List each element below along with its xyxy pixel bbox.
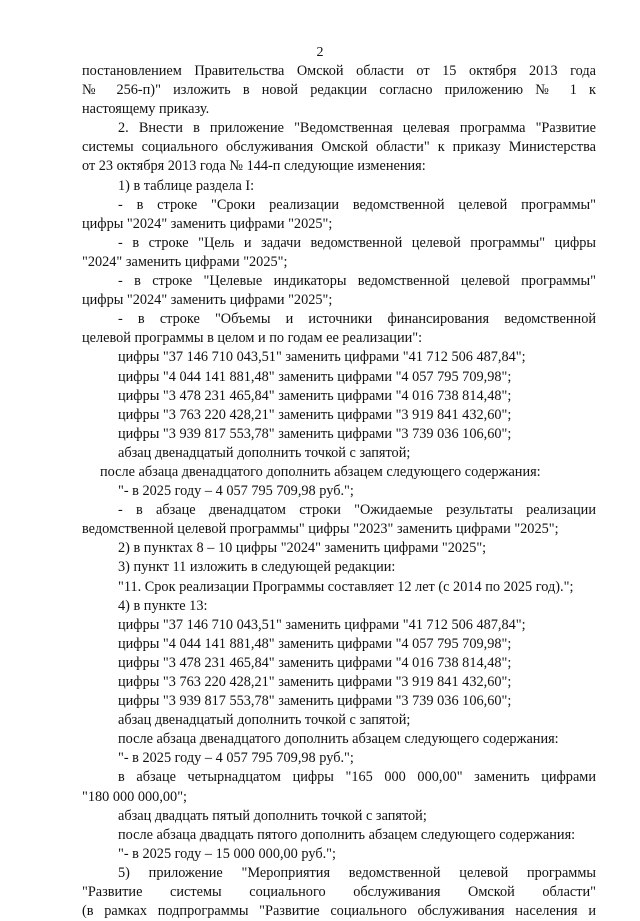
text-line: ведомственной целевой программы" цифры "2023" заменить цифрами "2025"; <box>82 521 559 538</box>
text-line: после абзаца двенадцатого дополнить абзацем следующего содержания: <box>118 731 559 748</box>
text-line: после абзаца двадцать пятого дополнить абзацем следующего содержания: <box>118 826 576 843</box>
text-line: 5) приложение "Мероприятия ведомственной целевой программы <box>118 864 596 881</box>
text-line: 2. Внести в приложение "Ведомственная целевая программа "Развитие <box>118 120 596 137</box>
text-line: цифры "3 763 220 428,21" заменить цифрами "3 919 841 432,60"; <box>118 406 512 423</box>
text-line: - в строке "Целевые индикаторы ведомственной целевой программы" <box>118 273 596 290</box>
text-line: (в рамках подпрограммы "Развитие социального обслуживания населения и <box>82 903 596 920</box>
text-line: 3) пункт 11 изложить в следующей редакции: <box>118 559 396 576</box>
text-line: - в строке "Сроки реализации ведомственной целевой программы" <box>118 196 596 213</box>
text-line: "Развитие системы социального обслуживания Омской области" <box>82 884 596 901</box>
text-line: целевой программы в целом и по годам ее реализации": <box>82 330 423 347</box>
text-line: "- в 2025 году – 4 057 795 709,98 руб."; <box>118 750 354 767</box>
text-line: цифры "3 478 231 465,84" заменить цифрами "4 016 738 814,48"; <box>118 654 512 671</box>
text-line: цифры "4 044 141 881,48" заменить цифрами "4 057 795 709,98"; <box>118 635 512 652</box>
text-line: - в строке "Цель и задачи ведомственной целевой программы" цифры <box>118 234 596 251</box>
text-line: абзац двадцать пятый дополнить точкой с запятой; <box>118 807 427 824</box>
text-line: системы социального обслуживания Омской области" к приказу Министерства <box>82 139 596 156</box>
text-line: "180 000 000,00"; <box>82 788 187 805</box>
text-line: № 256-п)" изложить в новой редакции согласно приложению № 1 к <box>82 82 596 99</box>
text-line: цифры "3 939 817 553,78" заменить цифрами "3 739 036 106,60"; <box>118 425 512 442</box>
text-line: цифры "37 146 710 043,51" заменить цифрами "41 712 506 487,84"; <box>118 616 526 633</box>
text-line: настоящему приказу. <box>82 101 210 118</box>
text-line: "- в 2025 году – 15 000 000,00 руб."; <box>118 845 336 862</box>
text-line: 2) в пунктах 8 – 10 цифры "2024" заменить цифрами "2025"; <box>118 540 487 557</box>
text-line: в абзаце четырнадцатом цифры "165 000 000,00" заменить цифрами <box>118 769 596 786</box>
text-line: цифры "37 146 710 043,51" заменить цифрами "41 712 506 487,84"; <box>118 349 526 366</box>
text-line: "2024" заменить цифрами "2025"; <box>82 253 288 270</box>
text-line: - в строке "Объемы и источники финансирования ведомственной <box>118 311 596 328</box>
text-line: цифры "3 478 231 465,84" заменить цифрами "4 016 738 814,48"; <box>118 387 512 404</box>
text-line: цифры "2024" заменить цифрами "2025"; <box>82 215 333 232</box>
text-line: абзац двенадцатый дополнить точкой с запятой; <box>118 444 411 461</box>
text-line: "11. Срок реализации Программы составляет 12 лет (с 2014 по 2025 год)."; <box>118 578 574 595</box>
text-line: цифры "4 044 141 881,48" заменить цифрами "4 057 795 709,98"; <box>118 368 512 385</box>
text-line: 1) в таблице раздела I: <box>118 177 255 194</box>
page-number: 2 <box>316 45 324 60</box>
text-line: от 23 октября 2013 года № 144-п следующие изменения: <box>82 158 426 175</box>
text-line: - в абзаце двенадцатом строки "Ожидаемые результаты реализации <box>118 502 596 519</box>
text-line: цифры "3 939 817 553,78" заменить цифрами "3 739 036 106,60"; <box>118 693 512 710</box>
text-line: "- в 2025 году – 4 057 795 709,98 руб."; <box>118 483 354 500</box>
text-line: после абзаца двенадцатого дополнить абзацем следующего содержания: <box>100 463 541 480</box>
text-line: цифры "2024" заменить цифрами "2025"; <box>82 292 333 309</box>
text-line: абзац двенадцатый дополнить точкой с запятой; <box>118 712 411 729</box>
text-line: цифры "3 763 220 428,21" заменить цифрами "3 919 841 432,60"; <box>118 674 512 690</box>
text-line: постановлением Правительства Омской области от 15 октября 2013 года <box>82 63 596 79</box>
text-line: 4) в пункте 13: <box>118 597 208 614</box>
document-body <box>82 62 596 921</box>
